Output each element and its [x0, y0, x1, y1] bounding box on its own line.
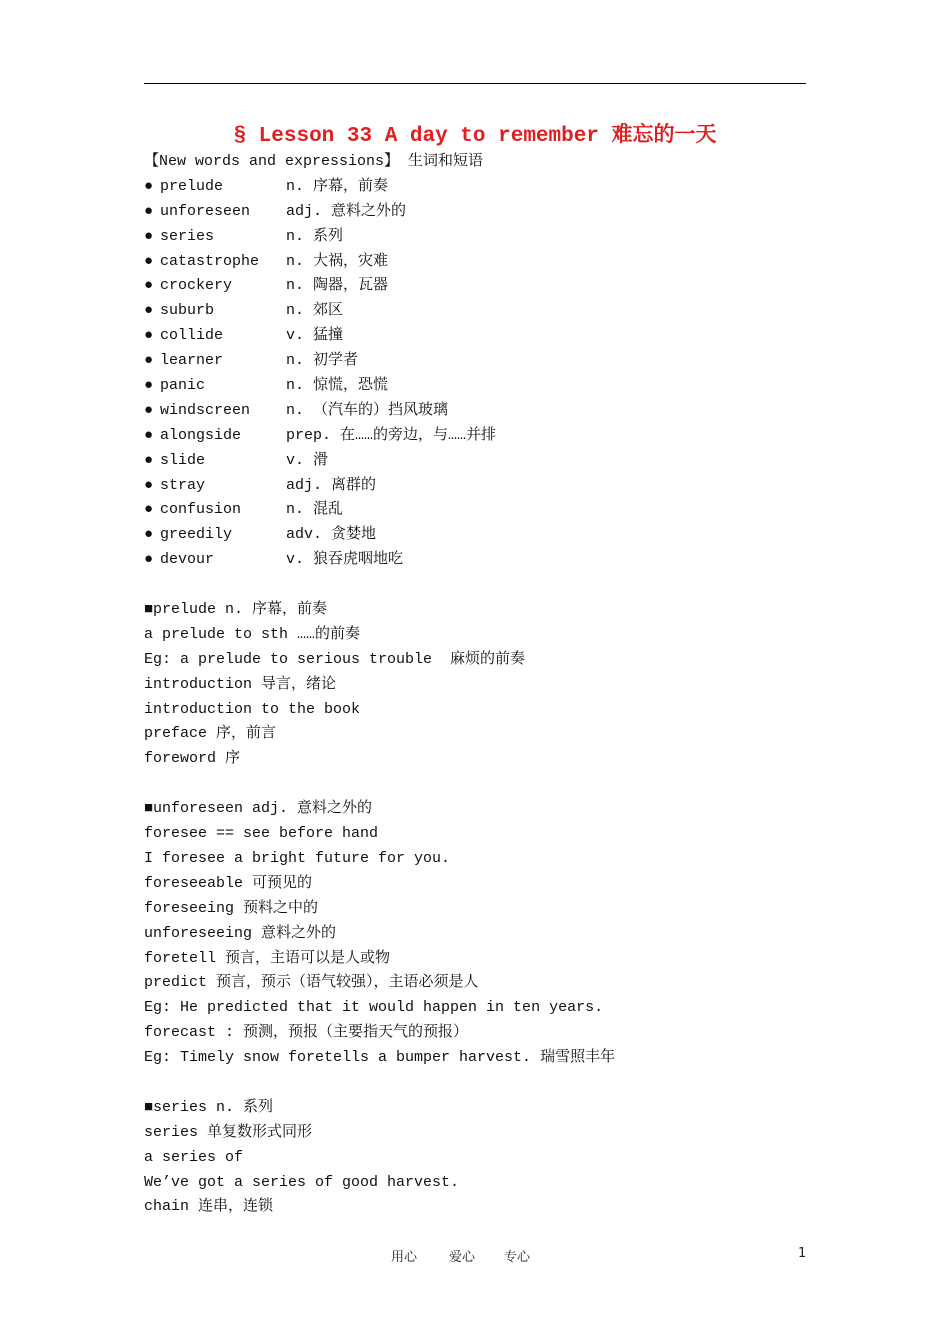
bullet-icon: ● — [144, 451, 154, 469]
vocab-row — [144, 299, 806, 324]
bullet-icon: ● — [144, 177, 154, 195]
vocab-meaning: adj. 意料之外的 — [286, 202, 407, 220]
vocab-word: suburb — [160, 302, 215, 320]
bullet-icon: ● — [144, 327, 154, 345]
blank-line — [144, 573, 806, 598]
page-title: § Lesson 33 A day to remember 难忘的一天 — [233, 125, 717, 148]
bullet-icon: ● — [144, 202, 154, 220]
vocab-word: panic — [160, 377, 206, 395]
bullet-icon: ● — [144, 377, 154, 395]
vocab-row — [144, 424, 806, 449]
bullet-icon: ● — [144, 227, 154, 245]
header-rule — [144, 83, 806, 84]
vocab-meaning: n. 惊慌，恐慌 — [286, 377, 389, 395]
vocab-meaning: n. 系列 — [286, 227, 344, 245]
vocab-row — [144, 349, 806, 374]
vocab-word: collide — [160, 327, 224, 345]
vocab-list — [144, 175, 806, 573]
vocab-meaning: n. 郊区 — [286, 302, 344, 320]
bullet-icon: ● — [144, 252, 154, 270]
vocab-word: catastrophe — [160, 252, 260, 270]
vocab-meaning: n. 陶器，瓦器 — [286, 277, 389, 295]
vocab-row — [144, 250, 806, 275]
vocab-row — [144, 274, 806, 299]
vocab-row — [144, 175, 806, 200]
note-line: unforeseeing 意料之外的 — [144, 924, 337, 942]
vocab-row — [144, 548, 806, 573]
page-number: 1 — [798, 1246, 807, 1261]
vocab-row — [144, 225, 806, 250]
vocab-row — [144, 523, 806, 548]
footer-left-text: 用心 — [391, 1250, 418, 1265]
vocab-row — [144, 399, 806, 424]
vocab-word: alongside — [160, 426, 242, 444]
note-line: preface 序，前言 — [144, 725, 277, 743]
vocab-word: stray — [160, 476, 206, 494]
vocab-row — [144, 498, 806, 523]
footer-middle-text: 爱心 — [449, 1250, 476, 1265]
vocab-word: prelude — [160, 177, 224, 195]
vocab-meaning: v. 猛撞 — [286, 327, 344, 345]
bullet-icon: ● — [144, 277, 154, 295]
bullet-icon: ● — [144, 476, 154, 494]
note-line: a series of — [144, 1148, 244, 1166]
note-line: foresee == see before hand — [144, 825, 379, 843]
note-line: chain 连串，连锁 — [144, 1198, 274, 1216]
vocab-word: learner — [160, 352, 224, 370]
square-bullet-icon: ■ — [144, 601, 154, 619]
vocab-row — [144, 324, 806, 349]
square-bullet-icon: ■ — [144, 800, 154, 818]
vocab-meaning: n. 大祸，灾难 — [286, 252, 389, 270]
note-line: Eg: a prelude to serious trouble 麻烦的前奏 — [144, 650, 526, 668]
vocab-word: crockery — [160, 277, 233, 295]
entry-heading-text: prelude n. 序幕，前奏 — [153, 601, 328, 619]
vocab-word: greedily — [160, 526, 233, 544]
entry-heading-text: unforeseen adj. 意料之外的 — [153, 800, 373, 818]
bullet-icon: ● — [144, 302, 154, 320]
footer-right-text: 专心 — [504, 1250, 531, 1265]
vocab-word: slide — [160, 451, 206, 469]
entry-heading — [144, 797, 806, 822]
vocab-row — [144, 449, 806, 474]
vocab-meaning: v. 滑 — [286, 451, 329, 469]
note-line: predict 预言，预示（语气较强），主语必须是人 — [144, 974, 479, 992]
note-line: series 单复数形式同形 — [144, 1123, 313, 1141]
vocab-meaning: n. 序幕，前奏 — [286, 177, 389, 195]
bullet-icon: ● — [144, 401, 154, 419]
note-line: foreword 序 — [144, 750, 241, 768]
square-bullet-icon: ■ — [144, 1098, 154, 1116]
bullet-icon: ● — [144, 526, 154, 544]
bullet-icon: ● — [144, 501, 154, 519]
vocab-row — [144, 200, 806, 225]
vocab-word: series — [160, 227, 215, 245]
section-header: 【New words and expressions】 生词和短语 — [144, 153, 484, 170]
bullet-icon: ● — [144, 352, 154, 370]
vocab-word: devour — [160, 551, 215, 569]
blank-line — [144, 1071, 806, 1096]
bullet-icon: ● — [144, 551, 154, 569]
vocab-word: windscreen — [160, 401, 251, 419]
note-line: foretell 预言，主语可以是人或物 — [144, 949, 391, 967]
entry-heading — [144, 598, 806, 623]
note-line: introduction to the book — [144, 700, 361, 718]
vocab-meaning: n. （汽车的）挡风玻璃 — [286, 401, 449, 419]
note-line: foreseeable 可预见的 — [144, 874, 313, 892]
note-line: We’ve got a series of good harvest. — [144, 1173, 460, 1191]
note-line: I foresee a bright future for you. — [144, 849, 451, 867]
vocab-row — [144, 474, 806, 499]
note-line: a prelude to sth ……的前奏 — [144, 625, 361, 643]
bullet-icon: ● — [144, 426, 154, 444]
vocab-meaning: v. 狼吞虎咽地吃 — [286, 551, 404, 569]
vocab-meaning: n. 混乱 — [286, 501, 344, 519]
note-line: foreseeing 预料之中的 — [144, 899, 319, 917]
note-line: Eg: Timely snow foretells a bumper harvest. 瑞雪照丰年 — [144, 1049, 616, 1067]
note-line: introduction 导言，绪论 — [144, 675, 337, 693]
vocab-word: unforeseen — [160, 202, 251, 220]
vocab-row — [144, 374, 806, 399]
vocab-word: confusion — [160, 501, 242, 519]
vocab-meaning: adv. 贪婪地 — [286, 526, 377, 544]
page-footer — [0, 1246, 950, 1270]
entry-heading — [144, 1096, 806, 1121]
document-body — [144, 150, 806, 1220]
vocab-meaning: adj. 离群的 — [286, 476, 377, 494]
vocab-meaning: n. 初学者 — [286, 352, 359, 370]
note-line: Eg: He predicted that it would happen in ten years. — [144, 999, 604, 1017]
note-line: forecast : 预测，预报（主要指天气的预报） — [144, 1024, 469, 1042]
notes-sections — [144, 573, 806, 1220]
vocab-meaning: prep. 在……的旁边，与……并排 — [286, 426, 497, 444]
entry-heading-text: series n. 系列 — [153, 1098, 274, 1116]
blank-line — [144, 772, 806, 797]
